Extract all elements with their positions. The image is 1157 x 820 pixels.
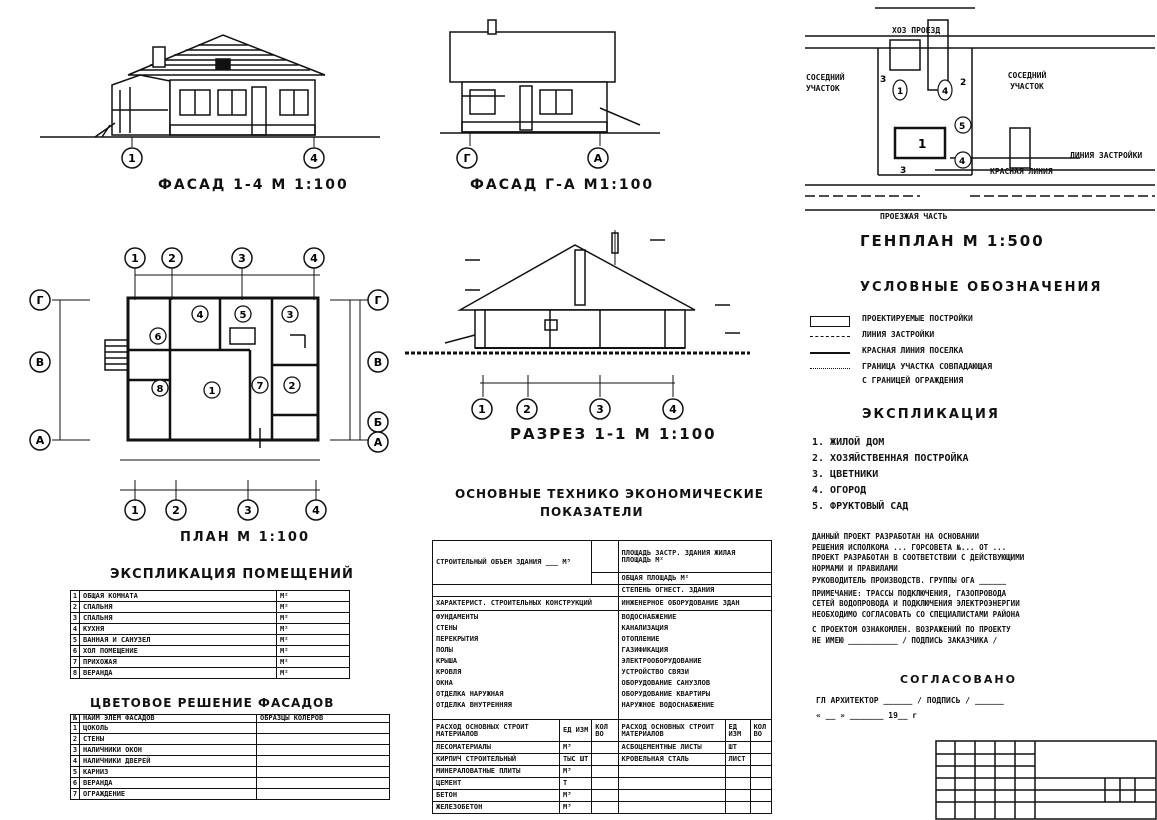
facade-g-a-drawing	[440, 20, 660, 160]
table-cell: М³	[560, 766, 592, 778]
table-cell: СТЕНЫ	[80, 734, 257, 745]
table-cell: М²	[277, 624, 350, 635]
list-item: ОКНА	[436, 679, 453, 687]
note-line: ПРОЕКТ РАЗРАБОТАН В СООТВЕТСТВИИ С ДЕЙСТВУЮЩИМИ	[812, 553, 1025, 562]
indicators-title-line1: ОСНОВНЫЕ ТЕХНИКО ЭКОНОМИЧЕСКИЕ	[455, 487, 764, 501]
table-row	[71, 624, 350, 635]
svg-text:5: 5	[239, 310, 247, 321]
list-item: ГАЗИФИКАЦИЯ	[621, 646, 668, 654]
table-cell: М²	[277, 646, 350, 657]
svg-text:3: 3	[244, 504, 252, 517]
table-cell: М²	[277, 613, 350, 624]
table-cell: №	[71, 715, 80, 723]
table-cell: ЛИСТ	[725, 754, 750, 766]
note-line: НОРМАМИ И ПРАВИЛАМИ	[812, 563, 898, 573]
axis-marker	[661, 397, 685, 421]
date-line: « __ » _______ 19__ г	[816, 711, 918, 720]
genplan-title: ГЕНПЛАН М 1:500	[860, 232, 1045, 250]
section-title: РАЗРЕЗ 1-1 М 1:100	[510, 425, 717, 443]
table-cell: ОБЩАЯ КОМНАТА	[80, 591, 277, 602]
svg-text:4: 4	[196, 310, 204, 321]
plan-drawing	[20, 240, 400, 530]
svg-text:1: 1	[131, 252, 139, 265]
table-cell: КУХНЯ	[80, 624, 277, 635]
table-cell: ВЕРАНДА	[80, 778, 257, 789]
note-line: СЕТЕЙ ВОДОПРОВОДА И ПОДКЛЮЧЕНИЯ ЭЛЕКТРОЭНЕРГИИ	[812, 599, 1020, 608]
table-cell	[618, 790, 725, 802]
svg-text:1: 1	[128, 152, 136, 165]
axis-marker	[366, 430, 390, 454]
svg-text:4: 4	[310, 252, 318, 265]
table-row	[71, 657, 350, 668]
table-cell: М²	[277, 657, 350, 668]
list-item: СТЕНЫ	[436, 624, 458, 632]
table-row	[71, 756, 390, 767]
list-item: НАРУЖНОЕ ВОДОСНАБЖЕНИЕ	[621, 701, 715, 709]
axis-marker	[123, 246, 147, 270]
svg-text:7: 7	[256, 381, 264, 392]
table-row	[71, 778, 390, 789]
table-cell: СПАЛЬНЯ	[80, 602, 277, 613]
table-row	[71, 613, 350, 624]
svg-text:3: 3	[596, 403, 604, 416]
list-item: ПОЛЫ	[436, 646, 453, 654]
svg-text:8: 8	[156, 384, 164, 395]
table-cell: М²	[277, 635, 350, 646]
svg-text:Г: Г	[36, 294, 44, 307]
table-cell	[725, 766, 750, 778]
svg-text:1: 1	[897, 87, 904, 97]
table-cell: 6	[71, 778, 80, 789]
svg-text:4: 4	[310, 152, 318, 165]
list-item: ЭЛЕКТРООБОРУДОВАНИЕ	[621, 657, 702, 665]
table-cell: М²	[277, 668, 350, 679]
svg-text:1: 1	[478, 403, 486, 416]
svg-text:4: 4	[942, 87, 949, 97]
note-line: РЕШЕНИЯ ИСПОЛКОМА ... ГОРСОВЕТА №... ОТ ...	[812, 542, 1007, 552]
architect-line: ГЛ АРХИТЕКТОР ______ / ПОДПИСЬ / ______	[816, 696, 1004, 705]
svg-text:А: А	[593, 152, 603, 165]
table-header-cell: ЕД ИЗМ	[560, 720, 592, 742]
note-line: РУКОВОДИТЕЛЬ ПРОИЗВОДСТВ. ГРУППЫ ОГА ______	[812, 576, 1007, 585]
axis-marker	[304, 498, 328, 522]
svg-text:2: 2	[523, 403, 531, 416]
table-row	[71, 745, 390, 756]
table-cell: ЦЕМЕНТ	[433, 778, 560, 790]
table-cell: ВЕРАНДА	[80, 668, 277, 679]
table-cell	[257, 745, 390, 756]
genplan-roadway: ПРОЕЗЖАЯ ЧАСТЬ	[880, 212, 948, 221]
table-cell	[750, 754, 771, 766]
table-cell: СТЕПЕНЬ ОГНЕСТ. ЗДАНИЯ	[618, 585, 771, 597]
table-cell	[592, 742, 618, 754]
list-item: КАНАЛИЗАЦИЯ	[621, 624, 668, 632]
table-header-cell: ХАРАКТЕРИСТ. СТРОИТЕЛЬНЫХ КОНСТРУКЦИЙ	[433, 597, 619, 611]
table-cell	[750, 742, 771, 754]
table-cell: 5	[71, 635, 80, 646]
table-cell	[433, 611, 619, 720]
axis-marker	[515, 397, 539, 421]
table-cell	[750, 790, 771, 802]
table-cell: БЕТОН	[433, 790, 560, 802]
genplan-neighbor-left: СОСЕДНИЙ УЧАСТОК	[806, 73, 845, 93]
axis-marker	[164, 498, 188, 522]
table-row	[71, 646, 350, 657]
table-cell: ВАННАЯ И САНУЗЕЛ	[80, 635, 277, 646]
rooms-table	[70, 590, 350, 679]
table-cell: ПЛОЩАДЬ ЗАСТР. ЗДАНИЯ ЖИЛАЯ ПЛОЩАДЬ М²	[618, 541, 771, 573]
table-cell	[618, 802, 725, 814]
axis-marker	[470, 397, 494, 421]
svg-text:3: 3	[900, 166, 907, 176]
table-cell: АСБОЦЕМЕНТНЫЕ ЛИСТЫ	[618, 742, 725, 754]
table-cell	[257, 789, 390, 800]
list-item: КРЫША	[436, 657, 458, 665]
table-row	[71, 591, 350, 602]
indicators-table	[432, 540, 772, 814]
svg-text:А: А	[35, 434, 45, 447]
table-row	[71, 723, 390, 734]
table-cell: СПАЛЬНЯ	[80, 613, 277, 624]
explication-list	[812, 438, 1112, 512]
svg-text:В: В	[35, 356, 45, 369]
table-row	[71, 734, 390, 745]
axis-marker	[28, 350, 52, 374]
table-cell	[592, 573, 618, 585]
agreed-label: СОГЛАСОВАНО	[900, 673, 1017, 686]
table-cell	[592, 790, 618, 802]
table-cell: 7	[71, 657, 80, 668]
facade-colors-title: ЦВЕТОВОЕ РЕШЕНИЕ ФАСАДОВ	[90, 696, 335, 710]
plan-title: ПЛАН М 1:100	[180, 530, 310, 545]
table-cell: М³	[560, 802, 592, 814]
table-cell	[725, 790, 750, 802]
svg-text:3: 3	[880, 75, 887, 85]
table-cell	[592, 778, 618, 790]
svg-text:1: 1	[131, 504, 139, 517]
title-block	[935, 740, 1157, 820]
svg-text:6: 6	[154, 332, 162, 343]
table-cell: МИНЕРАЛОВАТНЫЕ ПЛИТЫ	[433, 766, 560, 778]
svg-text:4: 4	[959, 157, 966, 167]
list-item: ПЕРЕКРЫТИЯ	[436, 635, 479, 643]
svg-text:2: 2	[288, 381, 296, 392]
table-cell: ОБЩАЯ ПЛОЩАДЬ М²	[618, 573, 771, 585]
table-cell	[592, 541, 618, 573]
svg-text:1: 1	[918, 137, 927, 151]
table-cell	[750, 778, 771, 790]
table-cell	[592, 754, 618, 766]
table-cell: 6	[71, 646, 80, 657]
svg-text:4: 4	[312, 504, 320, 517]
table-header-cell: ЕД ИЗМ	[725, 720, 750, 742]
axis-marker	[586, 146, 610, 170]
table-row	[71, 789, 390, 800]
legend-title: УСЛОВНЫЕ ОБОЗНАЧЕНИЯ	[860, 280, 1103, 295]
table-cell: 2	[71, 734, 80, 745]
table-header-cell: ОБРАЗЦЫ КОЛЕРОВ	[257, 715, 390, 723]
table-header-cell: РАСХОД ОСНОВНЫХ СТРОИТ МАТЕРИАЛОВ	[433, 720, 560, 742]
table-row	[71, 668, 350, 679]
table-cell: 7	[71, 789, 80, 800]
genplan-drawing	[800, 0, 1157, 225]
table-row	[71, 602, 350, 613]
note-line: НЕ ИМЕЮ ___________ / ПОДПИСЬ ЗАКАЗЧИКА /	[812, 635, 998, 645]
table-cell	[725, 802, 750, 814]
table-cell	[592, 766, 618, 778]
axis-marker	[302, 146, 326, 170]
table-cell	[618, 766, 725, 778]
table-cell: ЛЕСОМАТЕРИАЛЫ	[433, 742, 560, 754]
table-cell	[618, 611, 771, 720]
axis-marker	[120, 146, 144, 170]
table-cell: 1	[71, 723, 80, 734]
facade-1-4-drawing	[40, 25, 380, 180]
note-line: ПРИМЕЧАНИЕ: ТРАССЫ ПОДКЛЮЧЕНИЯ, ГАЗОПРОВОДА	[812, 588, 1007, 598]
section-drawing	[405, 225, 750, 405]
table-cell	[592, 802, 618, 814]
project-notes	[812, 533, 1152, 644]
table-cell	[725, 778, 750, 790]
table-cell: 3	[71, 745, 80, 756]
table-cell: СТРОИТЕЛЬНЫЙ ОБЪЕМ ЗДАНИЯ ___ М³	[433, 541, 592, 585]
facade-colors-table	[70, 714, 390, 800]
genplan-red-line: КРАСНАЯ ЛИНИЯ	[990, 167, 1053, 176]
svg-text:3: 3	[286, 310, 294, 321]
table-cell	[618, 778, 725, 790]
list-item: ОТДЕЛКА ВНУТРЕННЯЯ	[436, 701, 512, 709]
svg-text:2: 2	[168, 252, 176, 265]
table-cell	[257, 767, 390, 778]
table-cell: ПРИХОЖАЯ	[80, 657, 277, 668]
axis-marker	[588, 397, 612, 421]
table-cell: ХОЛ ПОМЕЩЕНИЕ	[80, 646, 277, 657]
explication-item: 5. ФРУКТОВЫЙ САД	[812, 501, 909, 512]
table-cell: 2	[71, 602, 80, 613]
svg-text:Г: Г	[374, 294, 382, 307]
table-cell: ШТ	[725, 742, 750, 754]
legend-list: ПРОЕКТИРУЕМЫЕ ПОСТРОЙКИ ЛИНИЯ ЗАСТРОЙКИ КРАСНАЯ ЛИНИЯ ПОСЕЛКА ГРАНИЦА УЧАСТКА СОВПАДАЮЩАЯ С ГРАНИЦЕЙ ОГРАЖДЕНИЯ	[810, 314, 1150, 394]
table-cell: ТЫС ШТ	[560, 754, 592, 766]
table-cell: ЖЕЛЕЗОБЕТОН	[433, 802, 560, 814]
table-header-cell: ИНЖЕНЕРНОЕ ОБОРУДОВАНИЕ ЗДАН	[618, 597, 771, 611]
explication-item: 3. ЦВЕТНИКИ	[812, 469, 879, 480]
table-cell: М³	[560, 790, 592, 802]
explication-title: ЭКСПЛИКАЦИЯ	[862, 407, 1000, 422]
axis-marker	[366, 288, 390, 312]
note-line: ДАННЫЙ ПРОЕКТ РАЗРАБОТАН НА ОСНОВАНИИ	[812, 532, 980, 541]
axis-marker	[28, 288, 52, 312]
table-header-cell: КОЛ ВО	[750, 720, 771, 742]
genplan-building-line: ЛИНИЯ ЗАСТРОЙКИ	[1070, 151, 1143, 160]
table-cell: 8	[71, 668, 80, 679]
table-cell: ЦОКОЛЬ	[80, 723, 257, 734]
svg-text:Г: Г	[463, 152, 471, 165]
table-cell: КАРНИЗ	[80, 767, 257, 778]
table-cell: ОГРАЖДЕНИЕ	[80, 789, 257, 800]
list-item: ОБОРУДОВАНИЕ КВАРТИРЫ	[621, 690, 711, 698]
table-cell: НАЛИЧНИКИ ОКОН	[80, 745, 257, 756]
table-cell: КРОВЕЛЬНАЯ СТАЛЬ	[618, 754, 725, 766]
table-header-cell: КОЛ ВО	[592, 720, 618, 742]
table-cell: М²	[277, 591, 350, 602]
table-cell: 4	[71, 624, 80, 635]
table-cell: 5	[71, 767, 80, 778]
table-cell: 4	[71, 756, 80, 767]
table-cell: Т	[560, 778, 592, 790]
genplan-neighbor-right: СОСЕДНИЙ УЧАСТОК	[1007, 71, 1047, 91]
table-cell	[257, 756, 390, 767]
table-cell: КИРПИЧ СТРОИТЕЛЬНЫЙ	[433, 754, 560, 766]
table-header-row	[71, 715, 390, 723]
table-cell	[433, 585, 619, 597]
axis-marker	[366, 350, 390, 374]
svg-text:4: 4	[669, 403, 677, 416]
svg-text:5: 5	[959, 122, 966, 132]
table-cell	[257, 723, 390, 734]
list-item: ОТДЕЛКА НАРУЖНАЯ	[436, 690, 504, 698]
table-row	[71, 635, 350, 646]
svg-text:2: 2	[172, 504, 180, 517]
explication-item: 1. ЖИЛОЙ ДОМ	[812, 437, 885, 448]
svg-text:В: В	[373, 356, 383, 369]
facade-1-4-title: ФАСАД 1-4 М 1:100	[158, 177, 349, 193]
axis-marker	[160, 246, 184, 270]
axis-marker	[302, 246, 326, 270]
table-cell: НАЛИЧНИКИ ДВЕРЕЙ	[80, 756, 257, 767]
svg-text:2: 2	[960, 78, 967, 88]
axis-marker	[455, 146, 479, 170]
note-line: НЕОБХОДИМО СОГЛАСОВАТЬ СО СПЕЦИАЛИСТАМИ РАЙОНА	[812, 609, 1020, 619]
list-item: ВОДОСНАБЖЕНИЕ	[621, 613, 677, 621]
table-cell: М³	[560, 742, 592, 754]
note-line: С ПРОЕКТОМ ОЗНАКОМЛЕН. ВОЗРАЖЕНИЙ ПО ПРОЕКТУ	[812, 625, 1011, 634]
explication-item: 4. ОГОРОД	[812, 485, 867, 496]
axis-marker	[28, 428, 52, 452]
indicators-title-line2: ПОКАЗАТЕЛИ	[540, 505, 644, 519]
svg-text:А: А	[373, 436, 383, 449]
table-cell: М²	[277, 602, 350, 613]
table-cell	[750, 766, 771, 778]
genplan-service-road: ХОЗ ПРОЕЗД	[892, 26, 941, 35]
axis-marker	[236, 498, 260, 522]
table-cell: 3	[71, 613, 80, 624]
list-item: ОТОПЛЕНИЕ	[621, 635, 660, 643]
table-cell	[257, 734, 390, 745]
table-row	[71, 767, 390, 778]
list-item: УСТРОЙСТВО СВЯЗИ	[621, 668, 689, 676]
table-cell	[257, 778, 390, 789]
svg-text:Б: Б	[373, 416, 383, 429]
explication-item: 2. ХОЗЯЙСТВЕННАЯ ПОСТРОЙКА	[812, 453, 969, 464]
axis-marker	[230, 246, 254, 270]
svg-text:1: 1	[208, 386, 216, 397]
rooms-title: ЭКСПЛИКАЦИЯ ПОМЕЩЕНИЙ	[110, 567, 354, 582]
table-cell	[750, 802, 771, 814]
svg-text:3: 3	[238, 252, 246, 265]
list-item: КРОВЛЯ	[436, 668, 462, 676]
list-item: ФУНДАМЕНТЫ	[436, 613, 479, 621]
facade-g-a-title: ФАСАД Г-А М1:100	[470, 177, 655, 193]
table-header-cell: РАСХОД ОСНОВНЫХ СТРОИТ МАТЕРИАЛОВ	[618, 720, 725, 742]
table-cell: 1	[71, 591, 80, 602]
axis-marker	[123, 498, 147, 522]
table-header-cell: НАИМ ЭЛЕМ ФАСАДОВ	[80, 715, 257, 723]
list-item: ОБОРУДОВАНИЕ САНУЗЛОВ	[621, 679, 711, 687]
